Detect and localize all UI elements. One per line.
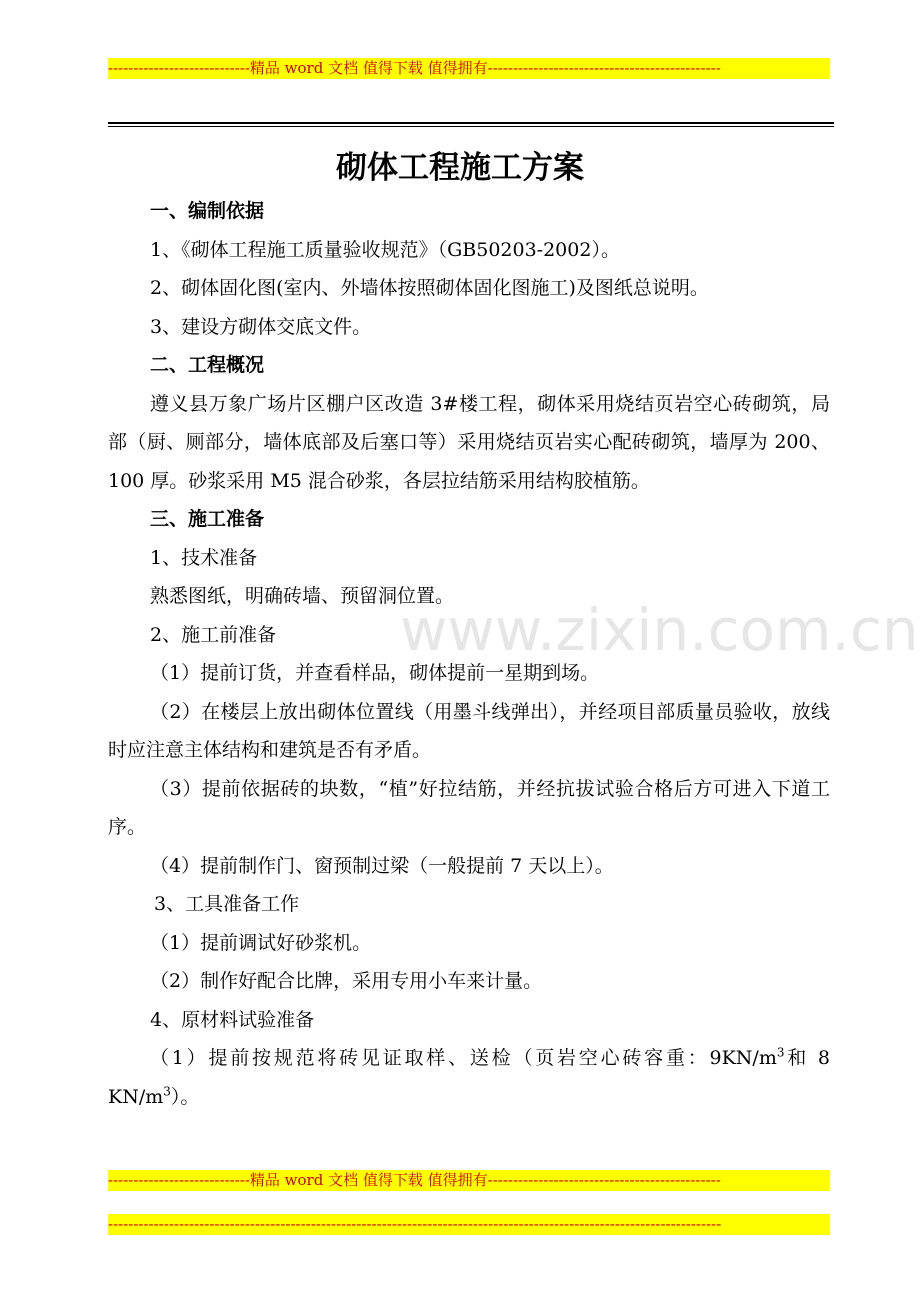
section-3-4-heading: 4、原材料试验准备: [150, 1008, 315, 1031]
section-3-3-item-1: （1）提前调试好砂浆机。: [150, 931, 372, 954]
superscript-3: 3: [776, 1045, 785, 1060]
section-1-item-1: 1、《砌体工程施工质量验收规范》（GB50203-2002）。: [150, 238, 620, 261]
section-3-1-heading: 1、技术准备: [150, 546, 258, 569]
header-rule-thin: [108, 126, 834, 127]
section-3-3-item-2: （2）制作好配合比牌，采用专用小车来计量。: [150, 970, 543, 992]
footer-dash-line: -------------------------------------------------------------------------------------------------------------------------: [108, 1214, 830, 1235]
item-text-b: 和 8 KN/m: [108, 1047, 830, 1108]
section-1-item-2: 2、砌体固化图(室内、外墙体按照砌体固化图施工)及图纸总说明。: [150, 277, 709, 299]
superscript-3: 3: [163, 1084, 171, 1099]
header-rule-thick: [108, 122, 834, 124]
section-3-3-heading: 3、工具准备工作: [154, 893, 300, 915]
section-1-heading: 一、编制依据: [150, 200, 265, 222]
section-3-2-item-3: （3）提前依据砖的块数，“植”好拉结筋，并经抗拔试验合格后方可进入下道工序。: [108, 777, 830, 838]
document-title: 砌体工程施工方案: [336, 150, 584, 186]
section-3-2-item-2: （2）在楼层上放出砌体位置线（用墨斗线弹出），并经项目部质量员验收，放线时应注意主体结构和建筑是否有矛盾。: [108, 700, 830, 761]
section-2-heading: 二、工程概况: [150, 354, 265, 376]
watermark: www.zixin.com.cn: [400, 596, 919, 664]
section-3-2-item-1: （1）提前订货，并查看样品，砌体提前一星期到场。: [150, 662, 600, 684]
section-3-2-heading: 2、施工前准备: [150, 623, 277, 646]
item-text-a: （1）提前按规范将砖见证取样、送检（页岩空心砖容重：9KN/m: [150, 1047, 777, 1069]
section-2-paragraph: 遵义县万象广场片区棚户区改造 3#楼工程，砌体采用烧结页岩空心砖砌筑，局部（厨、厕部分，墙体底部及后塞口等）采用烧结页岩实心配砖砌筑，墙厚为 200、100 厚。砂浆采用 M5 混合砂浆，各层拉结筋采用结构胶植筋。: [108, 392, 830, 492]
section-3-2-item-4: （4）提前制作门、窗预制过梁（一般提前 7 天以上）。: [150, 854, 614, 877]
section-3-1-text: 熟悉图纸，明确砖墙、预留洞位置。: [150, 585, 455, 607]
footer-banner: ----------------------------精品 word 文档 值得下载 值得拥有----------------------------------------------: [108, 1170, 830, 1191]
section-3-heading: 三、施工准备: [150, 508, 265, 530]
section-3-4-item-1: [108, 1039, 830, 1116]
item-text-c: ）。: [170, 1085, 200, 1108]
section-1-item-3: 3、建设方砌体交底文件。: [150, 315, 372, 338]
header-banner: ----------------------------精品 word 文档 值得下载 值得拥有----------------------------------------------: [108, 58, 830, 79]
document-body: [108, 192, 830, 1116]
